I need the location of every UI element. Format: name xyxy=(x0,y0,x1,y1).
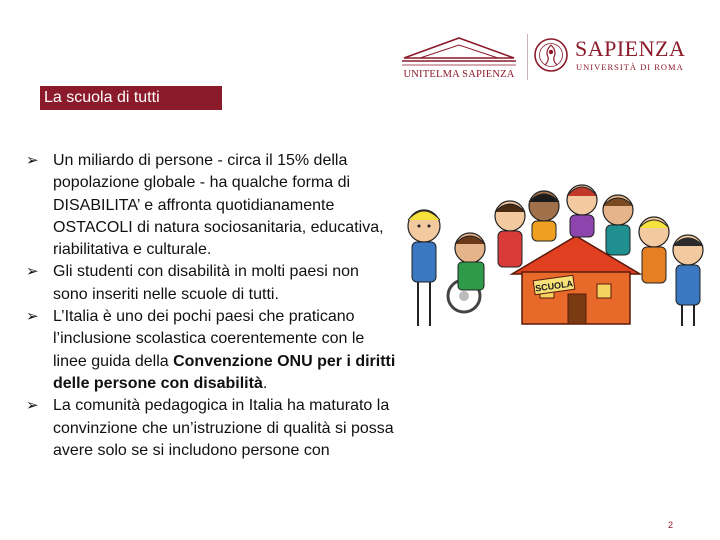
unitelma-building-icon xyxy=(398,34,520,68)
sapienza-name: SAPIENZA xyxy=(575,36,686,61)
child-2-icon xyxy=(495,201,525,267)
child-6-icon xyxy=(639,217,669,283)
bullet-text-end: . xyxy=(262,374,268,392)
sapienza-seal-icon xyxy=(534,36,568,74)
page-number: 2 xyxy=(668,520,674,530)
bullet-item xyxy=(26,395,398,462)
bullet-text: Un miliardo di persone - circa il 15% della popolazione globale - ha qualche forma di DISABILITA’ e affronta quotidianamente OSTACOLI di natura sociosanitaria, educativa, riabilitativa e culturale. xyxy=(53,152,384,259)
bullet-list xyxy=(26,150,398,462)
bullet-item xyxy=(26,261,398,306)
unitelma-logo xyxy=(398,34,520,80)
bullet-text: Gli studenti con disabilità in molti paesi non sono inseriti nelle scuole di tutti. xyxy=(53,263,359,303)
children-school-illustration xyxy=(382,176,720,346)
child-7-icon xyxy=(673,235,703,326)
child-3-icon xyxy=(529,191,559,241)
logo-divider xyxy=(527,34,528,80)
child-4-icon xyxy=(567,185,597,237)
arrow-bullet-icon: ➢ xyxy=(26,263,39,281)
child-wheelchair-icon xyxy=(448,233,485,312)
unitelma-logo-text: UNITELMA SAPIENZA xyxy=(403,69,515,80)
bullet-bold-text: Convenzione ONU per i diritti delle persone con disabilità xyxy=(53,352,396,392)
bullet-text: La comunità pedagogica in Italia ha maturato la convinzione che un’istruzione di qualità si possa avere solo se si includono persone con xyxy=(53,397,394,459)
arrow-bullet-icon: ➢ xyxy=(26,152,39,169)
arrow-bullet-icon: ➢ xyxy=(26,308,39,326)
slide-title: La scuola di tutti xyxy=(40,86,222,110)
bullet-item xyxy=(26,306,398,395)
school-sign-text: SCUOLA xyxy=(534,278,574,294)
child-1-icon xyxy=(408,210,440,326)
arrow-bullet-icon: ➢ xyxy=(26,397,39,415)
header-logos xyxy=(398,34,698,82)
child-5-icon xyxy=(603,195,633,255)
bullet-item xyxy=(26,150,398,261)
sapienza-subtitle: UNIVERSITÀ DI ROMA xyxy=(576,62,684,72)
bullet-text: L’Italia è uno dei pochi paesi che praticano l’inclusione scolastica coerentemente con le linee guida della xyxy=(53,308,365,370)
